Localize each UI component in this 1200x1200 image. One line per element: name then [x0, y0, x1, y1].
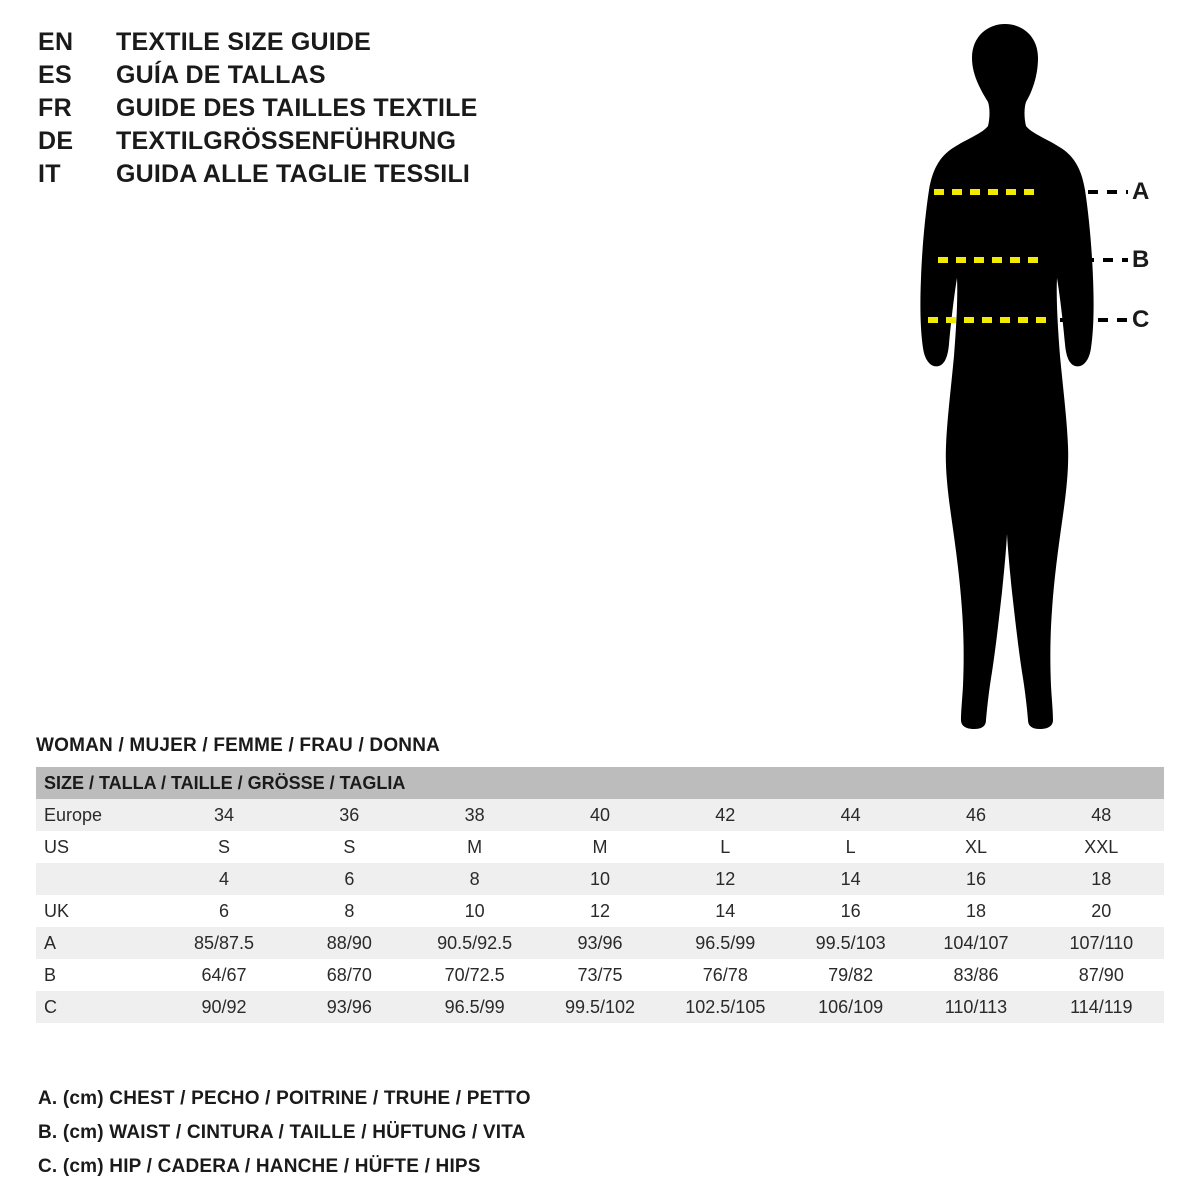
table-cell: 99.5/103: [815, 933, 886, 953]
title-row: [38, 61, 558, 90]
title-lang-code: FR: [38, 94, 72, 122]
table-cell: 88/90: [326, 933, 372, 953]
title-lang-code: DE: [38, 127, 74, 155]
title-row: [38, 94, 558, 123]
table-cell: 73/75: [577, 965, 623, 985]
table-cell: 99.5/102: [564, 997, 636, 1017]
table-cell: 18: [965, 901, 986, 921]
size-table: [36, 767, 1164, 1023]
table-cell: 76/78: [702, 965, 748, 985]
legend-line-waist: B. (cm) WAIST / CINTURA / TAILLE / HÜFTUNG / VITA: [38, 1122, 526, 1143]
table-row: [36, 895, 1164, 927]
table-cell: S: [343, 837, 356, 857]
table-cell: M: [467, 837, 483, 857]
measurement-legend: [38, 1088, 738, 1190]
table-cell: 38: [464, 805, 485, 825]
title-lang-code: EN: [38, 28, 74, 56]
size-table-head: [36, 767, 1164, 799]
row-label: C: [44, 997, 57, 1017]
waist-measure-marker-label: B: [1132, 246, 1150, 273]
table-cell: 48: [1091, 805, 1112, 825]
table-cell: 6: [344, 869, 355, 889]
table-cell: 106/109: [818, 997, 884, 1017]
table-cell: 18: [1091, 869, 1112, 889]
table-cell: 90/92: [201, 997, 247, 1017]
title-text: GUIDA ALLE TAGLIE TESSILI: [116, 160, 471, 188]
table-row: [36, 927, 1164, 959]
table-cell: 96.5/99: [444, 997, 505, 1017]
title-row: [38, 127, 558, 156]
table-cell: 107/110: [1069, 933, 1134, 953]
title-lang-code: ES: [38, 61, 72, 89]
table-cell: 8: [469, 869, 480, 889]
table-cell: 16: [840, 901, 861, 921]
table-cell: 96.5/99: [695, 933, 756, 953]
size-guide-title-block: [38, 28, 558, 193]
table-row: [36, 991, 1164, 1023]
title-text: TEXTILE SIZE GUIDE: [116, 28, 372, 56]
table-cell: 4: [218, 869, 229, 889]
title-text: GUÍA DE TALLAS: [116, 61, 326, 89]
table-cell: XL: [964, 837, 987, 857]
table-cell: 12: [715, 869, 736, 889]
table-cell: 44: [840, 805, 861, 825]
row-label: [36, 863, 161, 895]
size-table-header-cell: SIZE / TALLA / TAILLE / GRÖSSE / TAGLIA: [36, 767, 1164, 799]
title-text: GUIDE DES TAILLES TEXTILE: [116, 94, 478, 122]
table-cell: 6: [218, 901, 229, 921]
legend-line-chest: A. (cm) CHEST / PECHO / POITRINE / TRUHE / PETTO: [38, 1088, 531, 1109]
row-label: US: [44, 837, 70, 857]
row-label: UK: [44, 901, 70, 921]
table-cell: 10: [464, 901, 485, 921]
table-row: [36, 959, 1164, 991]
table-cell: 68/70: [326, 965, 372, 985]
title-row: [38, 28, 558, 57]
table-cell: 36: [339, 805, 360, 825]
row-label: B: [44, 965, 57, 985]
table-cell: L: [720, 837, 731, 857]
table-cell: L: [845, 837, 856, 857]
legend-line-hip: C. (cm) HIP / CADERA / HANCHE / HÜFTE / HIPS: [38, 1156, 481, 1177]
title-lang-code: IT: [38, 160, 61, 188]
table-cell: 14: [715, 901, 736, 921]
table-cell: 110/113: [944, 997, 1008, 1017]
table-cell: 16: [965, 869, 986, 889]
table-cell: 64/67: [201, 965, 247, 985]
table-cell: 102.5/105: [685, 997, 766, 1017]
table-cell: 83/86: [953, 965, 999, 985]
table-row: [36, 799, 1164, 831]
table-row: [36, 863, 1164, 895]
table-cell: 8: [344, 901, 355, 921]
table-cell: 85/87.5: [193, 933, 255, 953]
hip-measure-marker-label: C: [1132, 306, 1150, 333]
size-table-section: [36, 735, 1164, 1023]
table-cell: 87/90: [1078, 965, 1124, 985]
chest-measure-marker-label: A: [1132, 178, 1150, 205]
row-label: Europe: [44, 805, 103, 825]
table-cell: 79/82: [828, 965, 874, 985]
table-cell: 40: [589, 805, 610, 825]
table-cell: 46: [965, 805, 986, 825]
table-cell: 14: [840, 869, 861, 889]
title-row: [38, 160, 558, 189]
table-cell: M: [592, 837, 608, 857]
table-cell: XXL: [1084, 837, 1119, 857]
title-text: TEXTILGRÖSSENFÜHRUNG: [116, 127, 457, 155]
table-header-row: [36, 767, 1164, 799]
table-cell: 90.5/92.5: [437, 933, 513, 953]
table-cell: 42: [715, 805, 736, 825]
table-cell: 10: [589, 869, 610, 889]
female-silhouette-icon: [860, 10, 1190, 740]
table-cell: 12: [589, 901, 610, 921]
table-cell: 20: [1091, 901, 1112, 921]
size-table-body: [36, 799, 1164, 1023]
table-cell: 114/119: [1070, 997, 1133, 1017]
table-cell: S: [217, 837, 230, 857]
table-cell: 70/72.5: [444, 965, 505, 985]
table-cell: 93/96: [326, 997, 372, 1017]
table-cell: 104/107: [943, 933, 1009, 953]
table-section-label: WOMAN / MUJER / FEMME / FRAU / DONNA: [36, 735, 441, 756]
table-cell: 93/96: [577, 933, 623, 953]
row-label: A: [44, 933, 57, 953]
female-body-figure: [860, 10, 1190, 740]
table-cell: 34: [213, 805, 234, 825]
table-row: [36, 831, 1164, 863]
